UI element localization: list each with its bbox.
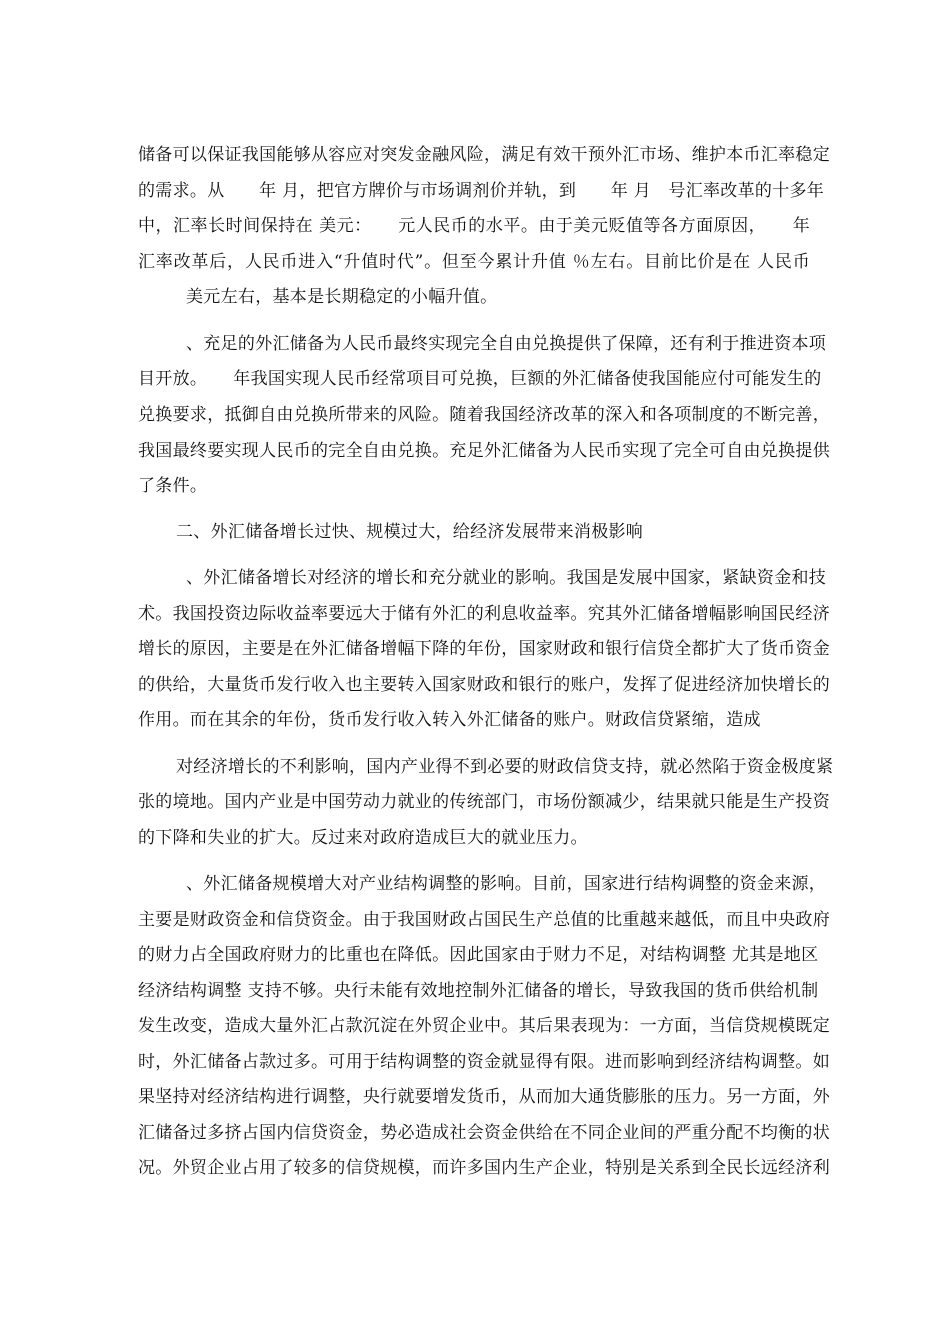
text-line-23: 经济结构调整 支持不够。央行未能有效地控制外汇储备的增长，导致我国的货币供给机制 bbox=[138, 981, 819, 1001]
text-line-2: 的需求。从 年 月，把官方牌价与市场调剂价并轨，到 年 月 号汇率改革的十多年 bbox=[138, 181, 825, 201]
text-line-12: 、外汇储备增长对经济的增长和充分就业的影响。我国是发展中国家，紧缺资金和技 bbox=[186, 568, 827, 588]
text-line-21: 主要是财政资金和信贷资金。由于我国财政占国民生产总值的比重越来越低，而且中央政府 bbox=[138, 910, 830, 930]
text-line-15: 的供给，大量货币发行收入也主要转入国家财政和银行的账户，发挥了促进经济加快增长的 bbox=[138, 675, 830, 695]
text-line-14: 增长的原因，主要是在外汇储备增幅下降的年份，国家财政和银行信贷全都扩大了货币资金 bbox=[138, 639, 830, 659]
text-line-20: 、外汇储备规模增大对产业结构调整的影响。目前，国家进行结构调整的资金来源， bbox=[186, 874, 827, 894]
text-line-1: 储备可以保证我国能够从容应对突发金融风险，满足有效干预外汇市场、维护本币汇率稳定 bbox=[138, 145, 830, 165]
text-line-10: 了条件。 bbox=[138, 476, 208, 496]
text-line-6: 、充足的外汇储备为人民币最终实现完全自由兑换提供了保障，还有利于推进资本项 bbox=[186, 334, 827, 354]
text-line-26: 果坚持对经济结构进行调整，央行就要增发货币，从而加大通货膨胀的压力。另一方面，外 bbox=[138, 1087, 830, 1107]
text-line-4: 汇率改革后，人民币进入“升值时代”。但至今累计升值 ％左右。目前比价是在 人民币 bbox=[138, 252, 810, 272]
text-line-16: 作用。而在其余的年份，货币发行收入转入外汇储备的账户。财政信贷紧缩，造成 bbox=[138, 710, 761, 730]
text-line-7: 目开放。 年我国实现人民币经常项目可兑换，巨额的外汇储备使我国能应付可能发生的 bbox=[138, 369, 822, 389]
text-line-28: 况。外贸企业占用了较多的信贷规模，而许多国内生产企业，特别是关系到全民长远经济利 bbox=[138, 1158, 830, 1178]
text-line-17: 对经济增长的不利影响，国内产业得不到必要的财政信贷支持，就必然陷于资金极度紧 bbox=[176, 757, 834, 777]
text-line-19: 的下降和失业的扩大。反过来对政府造成巨大的就业压力。 bbox=[138, 828, 588, 848]
text-line-25: 时，外汇储备占款过多。可用于结构调整的资金就显得有限。进而影响到经济结构调整。如 bbox=[138, 1052, 830, 1072]
text-line-27: 汇储备过多挤占国内信贷资金，势必造成社会资金供给在不同企业间的严重分配不均衡的状 bbox=[138, 1123, 830, 1143]
text-line-22: 的财力占全国政府财力的比重也在降低。因此国家由于财力不足，对结构调整 尤其是地区 bbox=[138, 945, 819, 965]
text-line-8: 兑换要求，抵御自由兑换所带来的风险。随着我国经济改革的深入和各项制度的不断完善， bbox=[138, 405, 830, 425]
text-line-5: 美元左右，基本是长期稳定的小幅升值。 bbox=[186, 287, 498, 307]
text-line-3: 中，汇率长时间保持在 美元： 元人民币的水平。由于美元贬值等各方面原因， 年 bbox=[138, 216, 810, 236]
text-line-13: 术。我国投资边际收益率要远大于储有外汇的利息收益率。究其外汇储备增幅影响国民经济 bbox=[138, 604, 830, 624]
text-line-24: 发生改变，造成大量外汇占款沉淀在外贸企业中。其后果表现为：一方面，当信贷规模既定 bbox=[138, 1016, 830, 1036]
text-line-18: 张的境地。国内产业是中国劳动力就业的传统部门，市场份额减少，结果就只能是生产投资 bbox=[138, 792, 830, 812]
text-line-9: 我国最终要实现人民币的完全自由兑换。充足外汇储备为人民币实现了完全可自由兑换提供 bbox=[138, 441, 830, 461]
section-heading: 二、外汇储备增长过快、规模过大，给经济发展带来消极影响 bbox=[176, 522, 644, 542]
